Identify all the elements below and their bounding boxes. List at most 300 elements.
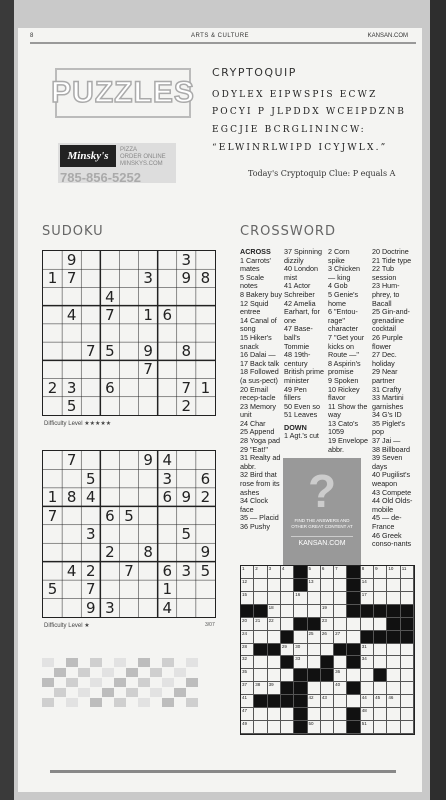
crossword-black-square <box>294 566 307 579</box>
crossword-clue: 31 Crafty <box>372 384 402 394</box>
sudoku-empty-cell <box>158 324 177 342</box>
crossword-number: 30 <box>295 643 301 649</box>
crossword-number: 14 <box>361 578 367 584</box>
crossword-clue: 1 Carrots' mates <box>240 255 271 274</box>
crossword-square <box>387 669 400 682</box>
crossword-clue: 8 Bakery buy <box>240 289 282 299</box>
crossword-clue: 23 Hum-phrey, to Bacall <box>372 281 400 308</box>
crossword-number: 39 <box>268 682 274 688</box>
checker-pattern <box>42 658 202 710</box>
sudoku-empty-cell <box>119 269 138 287</box>
clue-column-3 <box>328 248 368 454</box>
sudoku-given-cell: 5 <box>66 396 77 415</box>
sudoku-empty-cell <box>139 580 158 598</box>
crossword-square <box>401 669 414 682</box>
crossword-number: 19 <box>321 604 327 610</box>
page-number: 8 <box>30 33 34 39</box>
crossword-black-square <box>347 682 360 695</box>
sudoku-empty-cell <box>43 599 62 617</box>
sudoku-given-cell: 9 <box>181 269 192 288</box>
site-name: KANSAN.COM <box>367 33 408 39</box>
ad-phone: 785-856-5252 <box>60 170 141 185</box>
crossword-square <box>347 669 360 682</box>
sudoku-given-cell: 7 <box>47 506 58 525</box>
crossword-square <box>361 618 374 631</box>
sudoku-given-cell: 9 <box>181 488 192 507</box>
crossword-square <box>334 695 347 708</box>
crossword-square <box>254 592 267 605</box>
sudoku-empty-cell <box>119 469 138 487</box>
crossword-square <box>334 631 347 644</box>
crossword-square <box>268 708 281 721</box>
crossword-square <box>294 656 307 669</box>
crossword-number: 8 <box>361 566 365 571</box>
crossword-black-square <box>268 644 281 657</box>
sudoku-given-cell: 9 <box>143 451 153 470</box>
crossword-clue: 38 Billboard <box>372 444 410 454</box>
crossword-number: 29 <box>281 643 287 649</box>
sudoku-given-cell: 3 <box>162 469 172 488</box>
crossword-clue: 5 Scale notes <box>240 272 264 291</box>
crossword-clue: 19 Envelope abbr. <box>328 436 368 454</box>
sudoku-given-cell: 5 <box>181 524 192 543</box>
crossword-square <box>334 682 347 695</box>
crossword-number: 3 <box>268 566 272 571</box>
crossword-square <box>241 708 254 721</box>
crossword-clue: 43 Compete <box>372 487 412 497</box>
sudoku-empty-cell <box>139 251 158 269</box>
crossword-square <box>361 592 374 605</box>
crossword-clue: 15 Hiker's snack <box>240 332 272 351</box>
crossword-square <box>254 669 267 682</box>
crossword-square <box>294 644 307 657</box>
crossword-square <box>241 618 254 631</box>
crossword-square <box>334 605 347 618</box>
sudoku-empty-cell <box>196 287 215 305</box>
sudoku-given-cell: 3 <box>181 561 192 580</box>
crossword-number: 28 <box>242 643 248 649</box>
sudoku-empty-cell <box>119 543 138 561</box>
crossword-square <box>401 592 414 605</box>
crossword-square <box>308 579 321 592</box>
crossword-number: 11 <box>401 566 407 571</box>
crossword-clue: 24 Char <box>240 418 266 428</box>
crossword-number: 17 <box>361 591 367 597</box>
crossword-square <box>254 656 267 669</box>
checker-square <box>102 668 114 677</box>
crossword-number: 24 <box>242 630 248 636</box>
crossword-square <box>321 566 334 579</box>
sudoku-empty-cell <box>139 324 158 342</box>
crossword-clue: 18 Followed (a sus-pect) <box>240 367 279 385</box>
sudoku-empty-cell <box>158 269 177 287</box>
crossword-square <box>374 721 387 734</box>
crossword-square <box>361 656 374 669</box>
crossword-square <box>334 592 347 605</box>
crossword-square <box>387 566 400 579</box>
crossword-square <box>387 656 400 669</box>
checker-square <box>162 698 174 707</box>
crossword-clue: 45 — de-France <box>372 513 402 531</box>
checker-square <box>66 678 78 687</box>
crossword-square <box>334 618 347 631</box>
sudoku-empty-cell <box>139 525 158 543</box>
crossword-number: 47 <box>242 708 248 714</box>
crossword-clue: 46 Greek conso-nants <box>372 530 412 549</box>
right-spine <box>430 0 446 800</box>
crossword-black-square <box>281 656 294 669</box>
crossword-number: 50 <box>308 721 314 727</box>
crossword-clue: 48 19th-century British prime minister <box>284 350 324 385</box>
crossword-black-square <box>347 656 360 669</box>
sudoku-given-cell: 5 <box>47 580 58 599</box>
sudoku-given-cell: 3 <box>66 378 77 397</box>
crossword-square <box>268 656 281 669</box>
sudoku-empty-cell <box>81 379 100 397</box>
crossword-square <box>387 579 400 592</box>
sudoku-empty-cell <box>196 599 215 617</box>
crossword-square <box>374 695 387 708</box>
crossword-square <box>294 592 307 605</box>
crossword-black-square <box>387 605 400 618</box>
crossword-square <box>308 566 321 579</box>
crossword-black-square <box>374 605 387 618</box>
crossword-square <box>294 631 307 644</box>
sudoku-empty-cell <box>43 469 62 487</box>
sudoku-empty-cell <box>139 599 158 617</box>
sudoku-empty-cell <box>139 562 158 580</box>
crossword-number: 41 <box>242 695 248 701</box>
cryptoquip-clue: Today's Cryptoquip Clue: P equals A <box>248 169 396 178</box>
crossword-square <box>374 708 387 721</box>
sudoku-title: SUDOKU <box>42 224 104 239</box>
sudoku-empty-cell <box>139 397 158 415</box>
crossword-square <box>308 708 321 721</box>
puzzle-code: 3/07 <box>205 622 215 628</box>
sudoku-empty-cell <box>196 306 215 324</box>
crossword-number: 44 <box>361 695 367 701</box>
down-heading: DOWN <box>284 422 307 432</box>
sudoku-empty-cell <box>62 525 81 543</box>
crossword-square <box>268 618 281 631</box>
sudoku-given-cell: 1 <box>47 269 58 288</box>
crossword-black-square <box>347 592 360 605</box>
sudoku-empty-cell <box>158 360 177 378</box>
crossword-square <box>321 708 334 721</box>
sudoku-empty-cell <box>119 287 138 305</box>
crossword-square <box>361 708 374 721</box>
sudoku-empty-cell <box>100 562 119 580</box>
sudoku-given-cell: 4 <box>66 561 77 580</box>
checker-square <box>150 668 162 677</box>
crossword-clue: 47 Base-ball's Tommie <box>284 324 313 351</box>
crossword-clue: 44 Old Olds-mobile <box>372 496 413 514</box>
sudoku-empty-cell <box>100 360 119 378</box>
crossword-square <box>294 605 307 618</box>
checker-square <box>162 678 174 687</box>
sudoku-empty-cell <box>43 306 62 324</box>
crossword-square <box>268 669 281 682</box>
crossword-number: 46 <box>388 695 394 701</box>
crossword-square <box>241 566 254 579</box>
crossword-number: 48 <box>361 708 367 714</box>
ad-brand: Minsky's <box>60 145 116 167</box>
sudoku-given-cell: 4 <box>66 305 77 324</box>
sudoku-empty-cell <box>177 451 196 469</box>
sudoku-given-cell: 9 <box>66 251 77 270</box>
ad-order-line: ORDER ONLINE <box>120 154 166 160</box>
crossword-number: 36 <box>335 669 341 675</box>
crossword-black-square <box>281 695 294 708</box>
left-spine <box>0 0 14 800</box>
crossword-square <box>268 721 281 734</box>
sudoku-given-cell: 3 <box>143 269 153 288</box>
crossword-square <box>241 592 254 605</box>
sudoku-given-cell: 8 <box>181 342 192 361</box>
sudoku-empty-cell <box>139 469 158 487</box>
sudoku-given-cell: 7 <box>181 378 192 397</box>
crossword-square <box>401 708 414 721</box>
question-mark-icon: ? <box>307 465 337 517</box>
crossword-square <box>308 605 321 618</box>
checker-square <box>66 698 78 707</box>
sudoku-empty-cell <box>81 397 100 415</box>
sudoku-empty-cell <box>119 525 138 543</box>
crossword-clue: 39 Seven days <box>372 453 403 471</box>
crossword-square <box>361 566 374 579</box>
sudoku-empty-cell <box>196 451 215 469</box>
crossword-number: 51 <box>361 721 367 727</box>
crossword-number: 43 <box>321 695 327 701</box>
checker-square <box>114 698 126 707</box>
header-rule <box>30 42 416 44</box>
checker-square <box>42 658 54 667</box>
crossword-square <box>387 695 400 708</box>
sudoku-empty-cell <box>119 580 138 598</box>
crossword-square <box>321 631 334 644</box>
sudoku-empty-cell <box>119 488 138 506</box>
crossword-title: CROSSWORD <box>240 224 336 239</box>
crossword-black-square <box>387 631 400 644</box>
crossword-black-square <box>294 721 307 734</box>
sudoku-empty-cell <box>81 324 100 342</box>
crossword-square <box>308 656 321 669</box>
checker-square <box>138 678 150 687</box>
crossword-square <box>281 708 294 721</box>
sudoku-empty-cell <box>100 251 119 269</box>
difficulty-hard: Difficulty Level ★★★★★ <box>44 421 112 427</box>
sudoku-empty-cell <box>119 379 138 397</box>
checker-square <box>66 658 78 667</box>
crossword-square <box>308 682 321 695</box>
crossword-clue: 11 Show the way <box>328 401 368 420</box>
crossword-square <box>387 644 400 657</box>
sudoku-given-cell: 6 <box>162 488 172 507</box>
sudoku-empty-cell <box>119 360 138 378</box>
crossword-black-square <box>361 605 374 618</box>
crossword-clue: 29 "Eat!" <box>240 444 268 454</box>
sudoku-given-cell: 5 <box>86 469 96 488</box>
crossword-square <box>268 592 281 605</box>
crossword-number: 6 <box>321 566 325 571</box>
sudoku-given-cell: 2 <box>200 488 211 507</box>
crossword-clue: 51 Leaves <box>284 410 318 420</box>
sudoku-empty-cell <box>196 397 215 415</box>
crossword-number: 12 <box>242 578 248 584</box>
sudoku-empty-cell <box>43 342 62 360</box>
crossword-square <box>254 618 267 631</box>
sudoku-empty-cell <box>100 525 119 543</box>
sudoku-empty-cell <box>158 287 177 305</box>
sudoku-empty-cell <box>177 580 196 598</box>
crossword-clue: 35 — Placid <box>240 513 279 523</box>
sudoku-given-cell: 7 <box>143 360 153 379</box>
crossword-square <box>281 566 294 579</box>
checker-square <box>54 668 66 677</box>
promo-site: KANSAN.COM <box>291 536 353 547</box>
crossword-clue: 20 Doctrine <box>372 247 409 256</box>
sudoku-empty-cell <box>139 379 158 397</box>
crossword-square <box>321 682 334 695</box>
checker-square <box>174 688 186 697</box>
sudoku-empty-cell <box>81 360 100 378</box>
crossword-number: 49 <box>242 721 248 727</box>
crossword-number: 35 <box>242 669 248 675</box>
clue-column-1 <box>240 248 282 532</box>
crossword-number: 18 <box>268 604 274 610</box>
crossword-square <box>347 631 360 644</box>
crossword-clue: 42 Amelia Earhart, for one <box>284 298 320 325</box>
sudoku-given-cell: 6 <box>105 506 115 525</box>
crossword-clue: 28 Yoga pad <box>240 436 280 446</box>
cryptoquip-line: EGCJIE BCRGLININCW: <box>212 125 366 135</box>
crossword-clue: 49 Pen fillers <box>284 384 307 403</box>
crossword-clue: 32 Bird that rose from its ashes <box>240 470 280 497</box>
checker-square <box>78 688 90 697</box>
sudoku-given-cell: 8 <box>200 269 211 288</box>
checker-square <box>102 688 114 697</box>
minskys-ad <box>58 143 176 183</box>
sudoku-given-cell: 5 <box>124 506 134 525</box>
crossword-number: 16 <box>295 591 301 597</box>
crossword-black-square <box>294 708 307 721</box>
sudoku-given-cell: 8 <box>66 488 77 507</box>
sudoku-empty-cell <box>62 506 81 524</box>
crossword-square <box>281 618 294 631</box>
crossword-square <box>387 708 400 721</box>
puzzles-logo: PUZZLES <box>55 68 191 118</box>
crossword-square <box>241 669 254 682</box>
crossword-square <box>361 695 374 708</box>
sudoku-given-cell: 2 <box>181 396 192 415</box>
crossword-black-square <box>374 631 387 644</box>
crossword-square <box>374 682 387 695</box>
crossword-square <box>268 579 281 592</box>
crossword-square <box>321 605 334 618</box>
sudoku-empty-cell <box>43 543 62 561</box>
crossword-number: 9 <box>375 566 378 571</box>
crossword-number: 25 <box>308 630 314 636</box>
crossword-clue: 2 Corn spike <box>328 247 350 265</box>
sudoku-empty-cell <box>62 543 81 561</box>
crossword-number: 13 <box>308 578 314 584</box>
crossword-number: 26 <box>321 630 327 636</box>
crossword-square <box>321 618 334 631</box>
crossword-square <box>361 682 374 695</box>
crossword-number: 2 <box>255 566 258 571</box>
crossword-clue: 20 Email recep-tacle <box>240 384 276 403</box>
crossword-number: 27 <box>335 630 341 636</box>
sudoku-given-cell: 3 <box>105 598 115 617</box>
ad-order-text <box>120 147 166 168</box>
crossword-square <box>321 644 334 657</box>
crossword-square <box>321 592 334 605</box>
crossword-clue: 9 Spoken <box>328 375 359 385</box>
crossword-square <box>254 579 267 592</box>
sudoku-empty-cell <box>177 306 196 324</box>
checker-square <box>138 698 150 707</box>
crossword-square <box>361 721 374 734</box>
crossword-square <box>374 566 387 579</box>
crossword-square <box>268 682 281 695</box>
crossword-number: 23 <box>321 617 327 623</box>
sudoku-given-cell: 9 <box>200 543 211 562</box>
crossword-black-square <box>308 618 321 631</box>
crossword-square <box>268 631 281 644</box>
crossword-number: 21 <box>255 617 261 623</box>
crossword-square <box>281 644 294 657</box>
sudoku-given-cell: 3 <box>86 524 96 543</box>
crossword-square <box>241 695 254 708</box>
sudoku-given-cell: 5 <box>105 342 115 361</box>
crossword-square <box>241 579 254 592</box>
crossword-clue: 33 Martini garnishes <box>372 393 404 411</box>
crossword-square <box>321 695 334 708</box>
checker-square <box>174 668 186 677</box>
crossword-black-square <box>347 721 360 734</box>
crossword-number: 32 <box>242 656 248 662</box>
crossword-black-square <box>268 695 281 708</box>
crossword-black-square <box>401 618 414 631</box>
sudoku-empty-cell <box>139 506 158 524</box>
checker-square <box>186 698 198 707</box>
checker-square <box>114 678 126 687</box>
sudoku-empty-cell <box>139 488 158 506</box>
crossword-clue: 17 Back talk <box>240 358 280 368</box>
crossword-black-square <box>347 605 360 618</box>
crossword-clue: 5 Genie's home <box>328 289 359 308</box>
crossword-black-square <box>254 644 267 657</box>
crossword-number: 42 <box>308 695 314 701</box>
sudoku-empty-cell <box>43 562 62 580</box>
sudoku-empty-cell <box>158 506 177 524</box>
ad-order-line: MINSKYS.COM <box>120 161 163 167</box>
checker-square <box>90 698 102 707</box>
sudoku-empty-cell <box>43 397 62 415</box>
crossword-square <box>334 566 347 579</box>
sudoku-empty-cell <box>100 451 119 469</box>
crossword-clue: 35 Piglet's pop <box>372 418 405 437</box>
sudoku-given-cell: 1 <box>47 488 58 507</box>
crossword-clue: 13 Cato's 1059 <box>328 418 359 437</box>
crossword-square <box>361 644 374 657</box>
crossword-clue: 40 London mist <box>284 264 318 282</box>
crossword-square <box>321 579 334 592</box>
sudoku-empty-cell <box>62 342 81 360</box>
crossword-clue: 14 Canal of song <box>240 315 277 334</box>
crossword-black-square <box>294 618 307 631</box>
crossword-clue: 10 Rickey flavor <box>328 384 360 403</box>
